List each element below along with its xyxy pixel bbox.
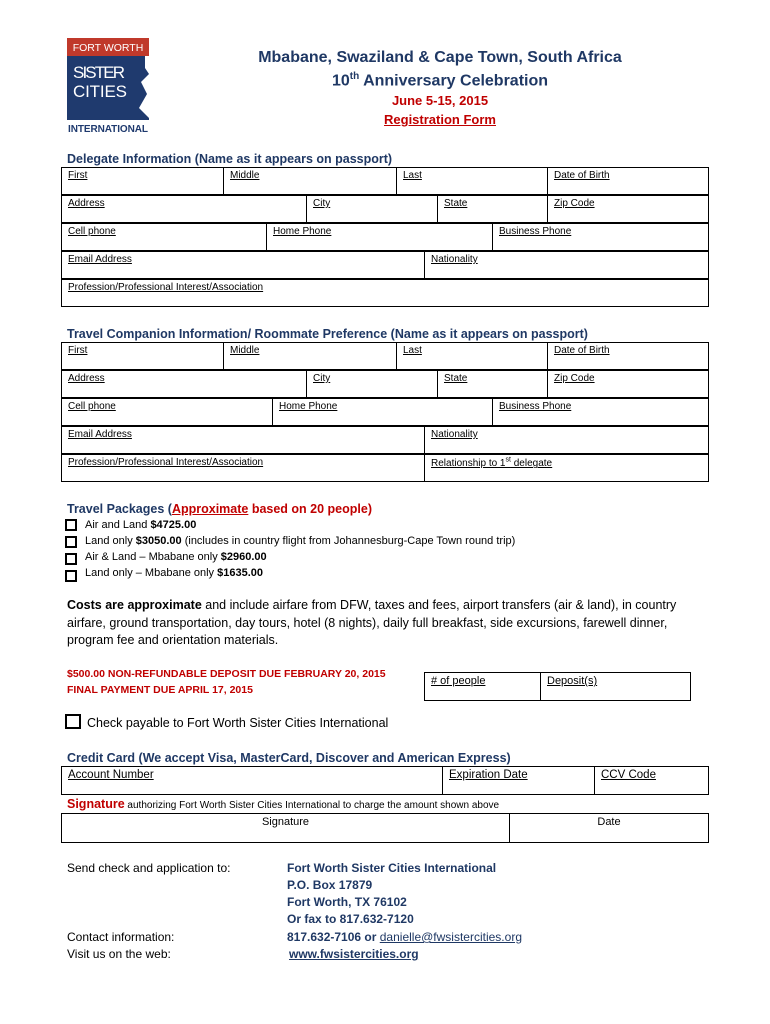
- credit-card-heading: Credit Card (We accept Visa, MasterCard, Discover and American Express): [67, 751, 511, 765]
- package-option-4: Land only – Mbabane only $1635.00: [85, 567, 263, 579]
- signature-authorization: Signature authorizing Fort Worth Sister Cities International to charge the amount shown above: [67, 797, 500, 811]
- po-box: P.O. Box 17879: [287, 878, 373, 892]
- check-payment-checkbox[interactable]: [65, 714, 81, 729]
- costs-paragraph: Costs are approximate and include airfare from DFW, taxes and fees, airport transfers (air & land), in country airfare, ground transportation, day tours, hotel (8 nights), daily full breakfast, side excursions, farewell dinner, program fee and orientation materials.: [67, 598, 677, 647]
- fort-worth-sister-cities-logo: [67, 38, 149, 134]
- companion-zip-field[interactable]: Zip Code: [548, 371, 709, 398]
- companion-cell-field[interactable]: Cell phone: [62, 399, 273, 426]
- expiration-date-field[interactable]: Expiration Date: [443, 767, 595, 795]
- delegate-last-field[interactable]: Last: [397, 168, 548, 195]
- form-title: Registration Form: [384, 112, 496, 127]
- delegate-dob-field[interactable]: Date of Birth: [548, 168, 709, 195]
- package-option-3: Air & Land – Mbabane only $2960.00: [85, 551, 267, 563]
- companion-city-field[interactable]: City: [307, 371, 438, 398]
- svg-text:CITIES: CITIES: [73, 82, 127, 101]
- packages-heading: Travel Packages (Approximate based on 20 people): [67, 502, 372, 516]
- delegate-cell-field[interactable]: Cell phone: [62, 224, 267, 251]
- package-checkbox-1[interactable]: [65, 519, 77, 531]
- number-of-people-field[interactable]: # of people: [425, 673, 541, 701]
- website-link[interactable]: www.fwsistercities.org: [289, 947, 419, 961]
- visit-web-label: Visit us on the web:: [67, 947, 171, 961]
- deposit-due: $500.00 NON-REFUNDABLE DEPOSIT DUE FEBRUARY 20, 2015: [67, 668, 386, 680]
- companion-home-phone-field[interactable]: Home Phone: [273, 399, 493, 426]
- event-dates: June 5-15, 2015: [391, 93, 489, 108]
- delegate-middle-field[interactable]: Middle: [224, 168, 397, 195]
- package-checkbox-2[interactable]: [65, 536, 77, 548]
- companion-relationship-field[interactable]: Relationship to 1st delegate: [425, 455, 709, 482]
- delegate-profession-field[interactable]: Profession/Professional Interest/Association: [62, 280, 709, 307]
- delegate-city-field[interactable]: City: [307, 196, 438, 223]
- contact-phone-email: 817.632-7106 or danielle@fwsistercities.org: [287, 930, 522, 944]
- companion-email-field[interactable]: Email Address: [62, 427, 425, 454]
- delegate-state-field[interactable]: State: [438, 196, 548, 223]
- companion-nationality-field[interactable]: Nationality: [425, 427, 709, 454]
- svg-text:FORT WORTH: FORT WORTH: [72, 42, 144, 54]
- delegate-table: [61, 167, 709, 195]
- companion-state-field[interactable]: State: [438, 371, 548, 398]
- event-title: Mbabane, Swaziland & Cape Town, South Africa: [258, 49, 622, 66]
- city-state-zip: Fort Worth, TX 76102: [287, 895, 407, 909]
- companion-heading: Travel Companion Information/ Roommate Preference (Name as it appears on passport): [67, 327, 588, 341]
- package-checkbox-3[interactable]: [65, 553, 77, 565]
- email-link[interactable]: danielle@fwsistercities.org: [379, 930, 522, 944]
- delegate-heading: Delegate Information (Name as it appears on passport): [67, 152, 393, 166]
- companion-business-phone-field[interactable]: Business Phone: [493, 399, 709, 426]
- ccv-code-field[interactable]: CCV Code: [595, 767, 709, 795]
- companion-dob-field[interactable]: Date of Birth: [548, 343, 709, 370]
- send-check-label: Send check and application to:: [67, 861, 231, 875]
- delegate-zip-field[interactable]: Zip Code: [548, 196, 709, 223]
- fax-number: Or fax to 817.632-7120: [287, 912, 414, 926]
- companion-first-field[interactable]: First: [62, 343, 224, 370]
- website-row: [289, 947, 419, 961]
- check-payment-label: Check payable to Fort Worth Sister Cities International: [87, 716, 389, 730]
- event-subtitle: 10th Anniversary Celebration: [331, 71, 549, 90]
- delegate-business-phone-field[interactable]: Business Phone: [493, 224, 709, 251]
- org-name: Fort Worth Sister Cities International: [287, 861, 497, 875]
- package-option-2: Land only $3050.00 (includes in country flight from Johannesburg-Cape Town round trip): [85, 535, 516, 547]
- signature-field[interactable]: Signature: [62, 814, 510, 843]
- svg-text:SISTER: SISTER: [73, 63, 125, 82]
- delegate-nationality-field[interactable]: Nationality: [425, 252, 709, 279]
- delegate-first-field[interactable]: First: [62, 168, 224, 195]
- package-checkbox-4[interactable]: [65, 570, 77, 582]
- final-payment-due: FINAL PAYMENT DUE APRIL 17, 2015: [67, 684, 253, 696]
- contact-info-label: Contact information:: [67, 930, 175, 944]
- delegate-email-field[interactable]: Email Address: [62, 252, 425, 279]
- companion-address-field[interactable]: Address: [62, 371, 307, 398]
- companion-profession-field[interactable]: Profession/Professional Interest/Association: [62, 455, 425, 482]
- companion-middle-field[interactable]: Middle: [224, 343, 397, 370]
- svg-text:INTERNATIONAL: INTERNATIONAL: [68, 124, 148, 134]
- date-field[interactable]: Date: [510, 814, 709, 843]
- delegate-address-field[interactable]: Address: [62, 196, 307, 223]
- account-number-field[interactable]: Account Number: [62, 767, 443, 795]
- deposits-field[interactable]: Deposit(s): [541, 673, 691, 701]
- package-option-1: Air and Land $4725.00: [85, 519, 197, 531]
- delegate-home-phone-field[interactable]: Home Phone: [267, 224, 493, 251]
- companion-last-field[interactable]: Last: [397, 343, 548, 370]
